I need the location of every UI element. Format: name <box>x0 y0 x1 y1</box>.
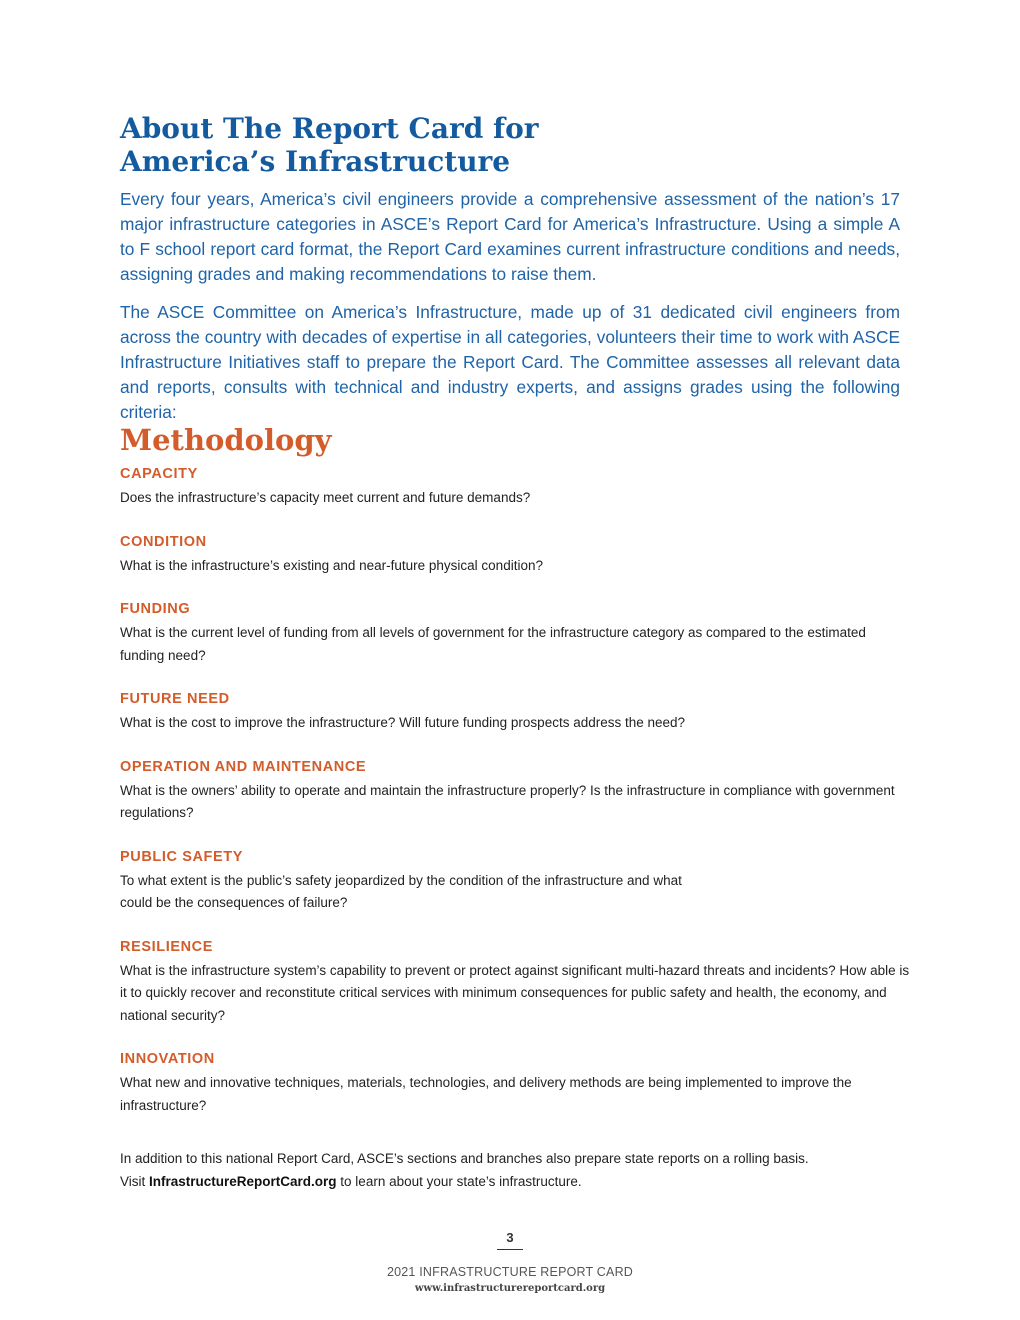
page-title <box>120 112 900 178</box>
criterion-funding <box>120 599 910 667</box>
criterion-description: What is the cost to improve the infrastructure? Will future funding prospects address the need? <box>120 715 686 730</box>
criterion-resilience <box>120 937 910 1028</box>
criterion-description: What new and innovative techniques, materials, technologies, and delivery methods are being implemented to improve the infrastructure? <box>120 1075 852 1113</box>
criterion-label: OPERATION AND MAINTENANCE <box>120 758 367 775</box>
criterion-condition <box>120 532 910 578</box>
criterion-description: What is the infrastructure system’s capability to prevent or protect against significant multi-hazard threats and incidents? How able is it to quickly recover and reconstitute critical services with minimum consequences for public safety and health, the economy, and national security? <box>120 962 910 1023</box>
intro-paragraph-1: Every four years, America’s civil engineers provide a comprehensive assessment of the nation’s 17 major infrastructure categories in ASCE’s Report Card for America’s Infrastructure. Using a simple A to F school report card format, the Report Card examines current infrastructure conditions and needs, assigning grades and making recommendations to raise them. <box>120 189 900 284</box>
closing-note <box>120 1148 910 1193</box>
criterion-description: What is the current level of funding from all levels of government for the infrastructure category as compared to the estimated funding need? <box>120 625 866 663</box>
criterion-label: CAPACITY <box>120 466 198 482</box>
report-card-website-link[interactable]: InfrastructureReportCard.org <box>149 1173 337 1189</box>
page-number: 3 <box>497 1229 523 1250</box>
criterion-label: INNOVATION <box>120 1051 215 1067</box>
closing-visit-text: Visit <box>120 1173 150 1189</box>
criterion-description-line-2: could be the consequences of failure? <box>120 895 348 910</box>
criterion-public-safety <box>120 847 910 915</box>
criterion-innovation <box>120 1049 910 1117</box>
criterion-description: What is the infrastructure’s existing and near-future physical condition? <box>120 557 543 573</box>
title-line-1: About The Report Card for <box>120 112 539 145</box>
intro-paragraph-2: The ASCE Committee on America’s Infrastructure, made up of 31 dedicated civil engineers from across the country with decades of expertise in all categories, volunteers their time to work with ASCE Infrastructure Initiatives staff to prepare the Report Card. The Committee assesses all relevant data and reports, consults with technical and industry experts, and assigns grades using the following criteria: <box>120 302 900 422</box>
footer-url: www.infrastructurereportcard.org <box>414 1283 606 1294</box>
criterion-description: Does the infrastructure’s capacity meet current and future demands? <box>120 490 531 505</box>
page-content <box>120 0 910 1320</box>
criterion-future-need <box>120 689 910 735</box>
closing-line-1: In addition to this national Report Card, ASCE’s sections and branches also prepare state reports on a rolling basis. <box>120 1151 809 1166</box>
criteria-list <box>120 464 910 1139</box>
criterion-description: What is the owners’ ability to operate and maintain the infrastructure properly? Is the infrastructure in compliance with government regulations? <box>120 782 895 820</box>
criterion-description <box>120 870 910 915</box>
criterion-capacity <box>120 464 910 510</box>
closing-after-link-text: to learn about your state’s infrastructure. <box>336 1173 582 1189</box>
criterion-label: RESILIENCE <box>120 938 214 955</box>
footer-report-title: 2021 INFRASTRUCTURE REPORT CARD <box>386 1265 634 1279</box>
criterion-description-line-1: To what extent is the public’s safety jeopardized by the condition of the infrastructure and what <box>120 872 682 888</box>
criterion-label: FUTURE NEED <box>120 691 230 707</box>
criterion-label: PUBLIC SAFETY <box>120 848 243 865</box>
criterion-operation-maintenance <box>120 757 910 825</box>
title-line-2: America’s Infrastructure <box>120 145 511 178</box>
criterion-label: FUNDING <box>120 601 191 617</box>
criterion-label: CONDITION <box>120 533 207 550</box>
methodology-heading: Methodology <box>120 423 332 457</box>
